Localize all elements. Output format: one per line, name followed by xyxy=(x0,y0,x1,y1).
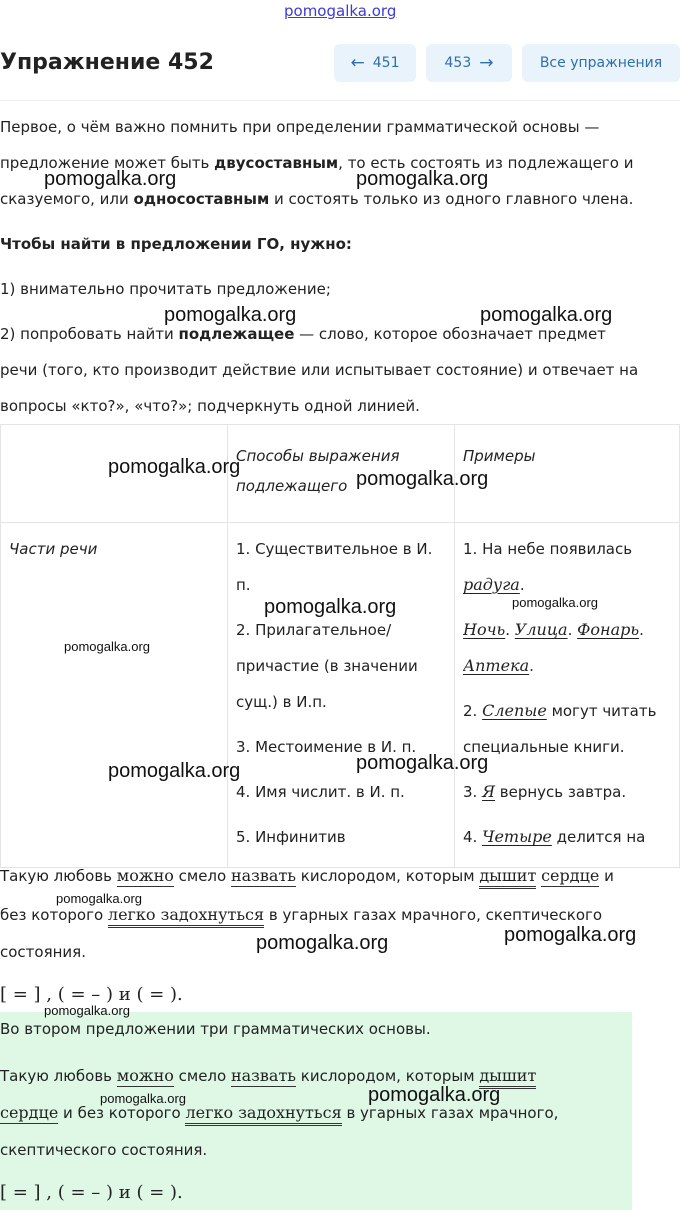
arrow-left-icon: ← xyxy=(350,53,365,73)
text: могут читать xyxy=(546,702,657,720)
predicate-word: дышит xyxy=(479,1066,536,1089)
way-item: 4. Имя числит. в И. п. xyxy=(236,783,405,801)
text: смело xyxy=(173,1067,231,1085)
site-link[interactable]: pomogalka.org xyxy=(284,2,397,20)
text: вернусь завтра. xyxy=(495,783,627,801)
watermark: pomogalka.org xyxy=(504,924,637,946)
step-1: 1) внимательно прочитать предложение; xyxy=(0,280,331,298)
sentence-line-1 xyxy=(0,866,614,885)
text: без которого xyxy=(0,906,108,924)
table-header-examples: Примеры xyxy=(455,425,680,523)
way-item: 2. Прилагательное/ xyxy=(236,621,392,639)
watermark: pomogalka.org xyxy=(108,456,241,478)
example-line xyxy=(463,819,671,855)
watermark: pomogalka.org xyxy=(480,304,613,326)
example-subject: Ночь xyxy=(463,620,506,639)
header-divider xyxy=(0,100,680,101)
watermark: pomogalka.org xyxy=(164,304,297,326)
text: Способы выражения xyxy=(236,447,400,465)
watermark: pomogalka.org xyxy=(56,891,142,906)
watermark: pomogalka.org xyxy=(512,595,598,610)
all-exercises-label: Все упражнения xyxy=(539,55,663,71)
example-text: специальные книги. xyxy=(463,738,625,756)
subject-word: сердце xyxy=(0,1103,59,1122)
step-2-line-3: вопросы «кто?», «что?»; подчеркнуть одной линией. xyxy=(0,397,420,415)
way-item: 5. Инфинитив xyxy=(236,828,346,846)
ways-cell xyxy=(228,523,455,868)
way-item: сущ.) в И.п. xyxy=(236,693,327,711)
examples-cell xyxy=(455,523,680,868)
predicate-word: легко задохнуться xyxy=(108,905,264,928)
sentence-line-2 xyxy=(0,905,602,924)
text: кислородом, которым xyxy=(296,1067,480,1085)
watermark: pomogalka.org xyxy=(108,760,241,782)
text: сказуемого, или xyxy=(0,190,134,208)
text: предложение может быть xyxy=(0,154,215,172)
answer-line-3: скептического состояния. xyxy=(0,1141,208,1159)
sentence-line-3: состояния. xyxy=(0,943,86,961)
text: в угарных газах мрачного, xyxy=(341,1104,559,1122)
next-exercise-button[interactable] xyxy=(426,44,512,82)
bold-term: односоставным xyxy=(133,190,270,208)
sentence-scheme: [ = ] , ( = – ) и ( = ). xyxy=(0,984,183,1005)
example-subject: Слепые xyxy=(482,701,547,720)
answer-line-1 xyxy=(0,1066,536,1085)
text: 3. xyxy=(463,783,483,801)
watermark: pomogalka.org xyxy=(356,168,489,190)
step-2-line-2: речи (того, кто производит действие или испытывает состояние) и отвечает на xyxy=(0,361,639,379)
predicate-word: легко задохнуться xyxy=(185,1103,341,1126)
all-exercises-button[interactable] xyxy=(522,44,680,82)
example-subject: Улица xyxy=(514,620,568,639)
example-subject: Аптека xyxy=(463,656,530,675)
answer-intro: Во втором предложении три грамматических основы. xyxy=(0,1020,431,1038)
example-subject: радуга xyxy=(463,575,520,594)
underlined-word: можно xyxy=(116,1066,174,1085)
watermark: pomogalka.org xyxy=(264,596,397,618)
intro-line-1: Первое, о чём важно помнить при определении грамматической основы — xyxy=(0,118,600,136)
text: делится на xyxy=(551,828,646,846)
watermark: pomogalka.org xyxy=(256,932,389,954)
example-line xyxy=(463,693,671,729)
text: и без которого xyxy=(58,1104,186,1122)
examples-list xyxy=(463,523,671,867)
example-text: 1. На небе появилась xyxy=(463,540,633,558)
ways-list xyxy=(236,523,446,867)
intro-line-3 xyxy=(0,190,633,208)
next-exercise-label: 453 xyxy=(444,55,472,71)
watermark: pomogalka.org xyxy=(100,1091,186,1106)
way-item: причастие (в значении xyxy=(236,657,418,675)
watermark: pomogalka.org xyxy=(368,1084,501,1106)
text: в угарных газах мрачного, скептического xyxy=(264,906,603,924)
bold-term: подлежащее xyxy=(178,325,295,343)
text: 4. xyxy=(463,828,483,846)
text: 2) попробовать найти xyxy=(0,325,179,343)
example-subject: Фонарь xyxy=(577,620,640,639)
text: . xyxy=(519,576,525,594)
watermark: pomogalka.org xyxy=(356,468,489,490)
table-row xyxy=(1,523,680,868)
text: подлежащего xyxy=(236,477,348,495)
example-line xyxy=(463,774,671,810)
predicate-word: дышит xyxy=(479,866,536,889)
text: , то есть состоять из подлежащего и xyxy=(338,154,634,172)
row-label-text: Части речи xyxy=(9,540,98,558)
watermark: pomogalka.org xyxy=(44,1003,130,1018)
arrow-right-icon: → xyxy=(479,53,494,73)
text: и xyxy=(599,867,614,885)
text: смело xyxy=(173,867,231,885)
example-line: Аптека. xyxy=(463,656,534,675)
subject-word: сердце xyxy=(541,866,600,885)
watermark: pomogalka.org xyxy=(356,752,489,774)
way-item: 1. Существительное в И. xyxy=(236,540,433,558)
table-row-label xyxy=(1,523,228,868)
table-header-row xyxy=(1,425,680,523)
underlined-word: назвать xyxy=(230,866,297,885)
step-2-line-1 xyxy=(0,325,606,343)
underlined-word: назвать xyxy=(230,1066,297,1085)
way-item: п. xyxy=(236,576,251,594)
watermark: pomogalka.org xyxy=(44,168,177,190)
text: и состоять только из одного главного члена. xyxy=(269,190,634,208)
example-line: Ночь. Улица. Фонарь. xyxy=(463,620,644,639)
prev-exercise-button[interactable] xyxy=(334,44,416,82)
underlined-word: можно xyxy=(116,866,174,885)
prev-exercise-label: 451 xyxy=(372,55,400,71)
text: 2. xyxy=(463,702,483,720)
bold-term: двусоставным xyxy=(214,154,339,172)
answer-scheme: [ = ] , ( = – ) и ( = ). xyxy=(0,1182,183,1203)
example-subject: Четыре xyxy=(482,827,552,846)
text: Такую любовь xyxy=(0,867,117,885)
how-to-title: Чтобы найти в предложении ГО, нужно: xyxy=(0,235,352,253)
text: кислородом, которым xyxy=(296,867,480,885)
text: — слово, которое обозначает предмет xyxy=(294,325,606,343)
example-subject: Я xyxy=(482,782,496,801)
way-item: 3. Местоимение в И. п. xyxy=(236,738,417,756)
page-title: Упражнение 452 xyxy=(0,50,214,75)
watermark: pomogalka.org xyxy=(64,639,150,654)
text: Такую любовь xyxy=(0,1067,117,1085)
